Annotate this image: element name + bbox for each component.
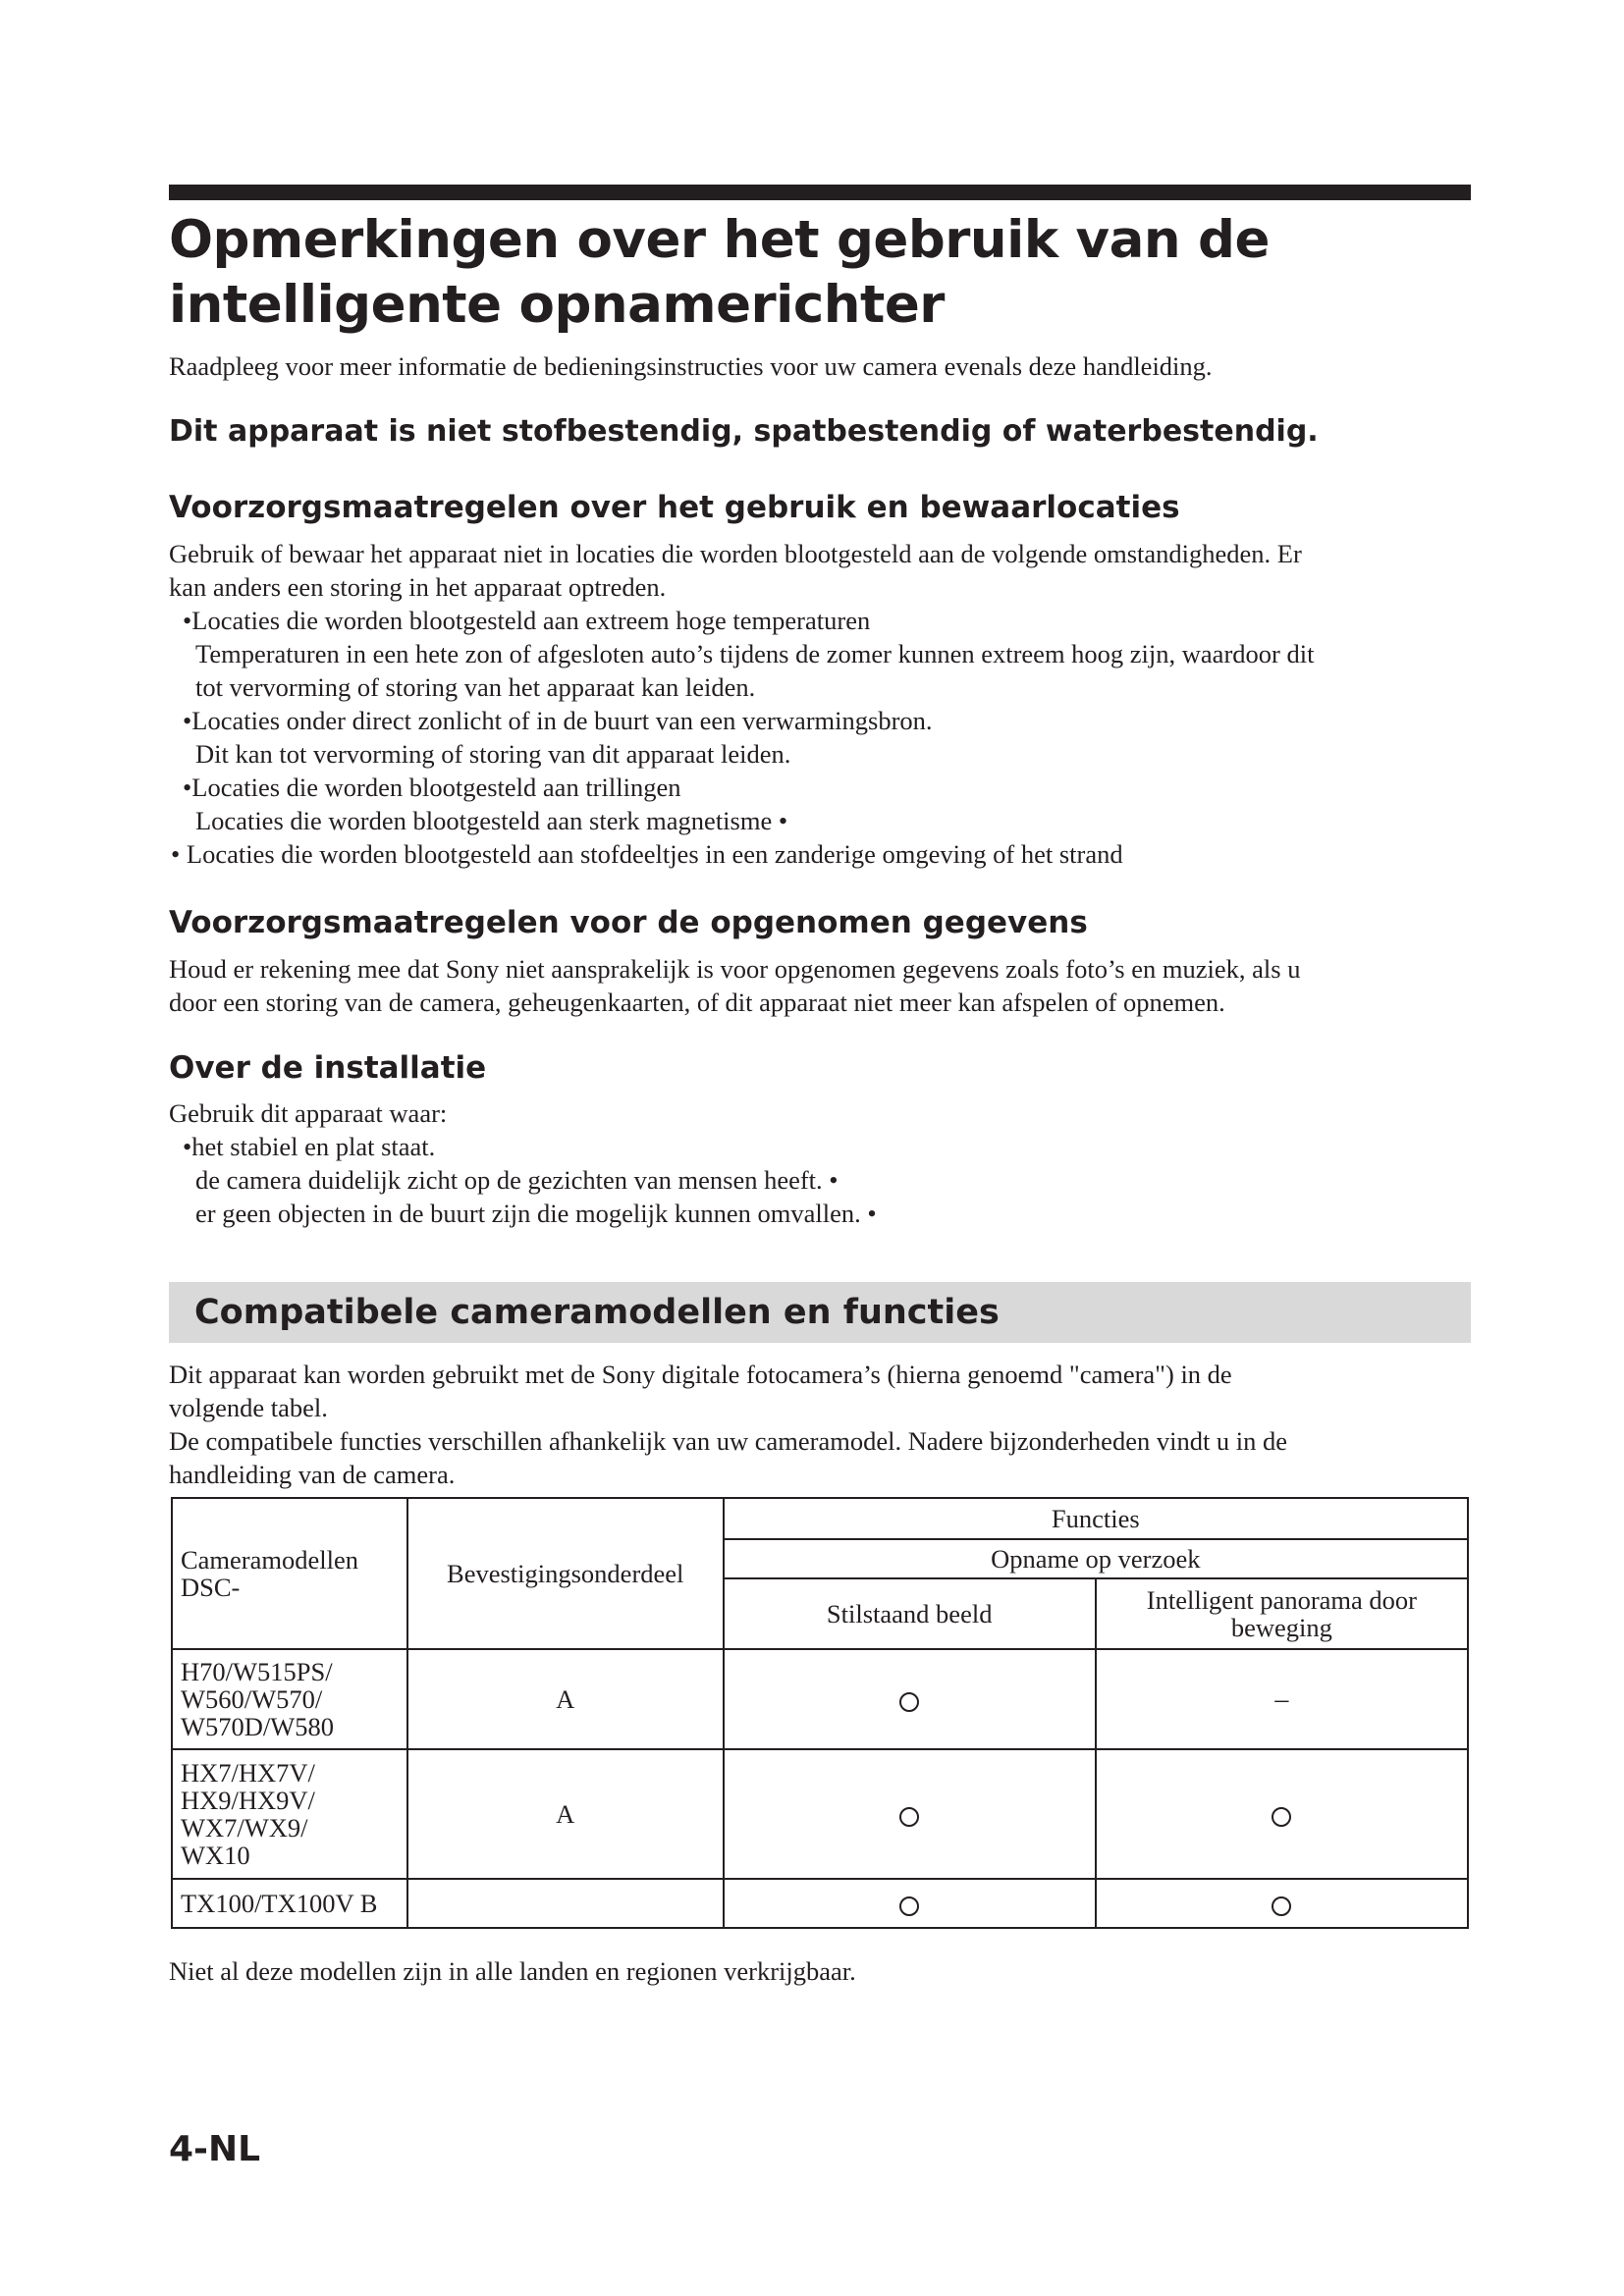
installation-bullet: •het stabiel en plat staat. — [183, 1132, 436, 1161]
panorama-cell — [1096, 1749, 1468, 1879]
table-row — [172, 1879, 1468, 1928]
installation-line: Gebruik dit apparaat waar: — [169, 1098, 448, 1128]
col-header-still: Stilstaand beeld — [724, 1578, 1096, 1649]
data-care-line: door een storing van de camera, geheugenkaarten, of dit apparaat niet meer kan afspelen of opnemen. — [169, 988, 1225, 1017]
table-row — [172, 1649, 1468, 1749]
dust-warning-heading: Dit apparaat is niet stofbestendig, spatbestendig of waterbestendig. — [169, 414, 1319, 449]
col-header-on-request: Opname op verzoek — [724, 1539, 1468, 1578]
data-care-heading: Voorzorgsmaatregelen voor de opgenomen gegevens — [169, 905, 1088, 940]
model-line: WX7/WX9/ — [181, 1813, 308, 1842]
installation-text — [169, 1096, 1480, 1230]
model-line: W560/W570/ — [181, 1684, 323, 1714]
table-row — [172, 1749, 1468, 1879]
supported-circle-icon — [1272, 1807, 1291, 1827]
compat-line: Dit apparaat kan worden gebruikt met de Sony digitale fotocamera’s (hierna genoemd "camera") in de — [169, 1360, 1232, 1389]
model-cell — [172, 1649, 407, 1749]
model-line: WX10 — [181, 1841, 250, 1870]
mount-cell: A — [407, 1649, 724, 1749]
care-text — [169, 537, 1480, 871]
supported-circle-icon — [899, 1807, 919, 1827]
still-cell — [724, 1649, 1096, 1749]
supported-circle-icon — [899, 1692, 919, 1712]
col-header-models — [172, 1498, 407, 1649]
care-bullet: •Locaties onder direct zonlicht of in de buurt van een verwarmingsbron. — [183, 706, 933, 735]
model-cell — [172, 1749, 407, 1879]
compat-line: handleiding van de camera. — [169, 1460, 456, 1489]
care-heading: Voorzorgsmaatregelen over het gebruik en bewaarlocaties — [169, 490, 1180, 525]
mount-cell: A — [407, 1749, 724, 1879]
care-line: Temperaturen in een hete zon of afgesloten auto’s tijdens de zomer kunnen extreem hoog zijn, waardoor dit — [195, 639, 1315, 668]
col-header-models-line: Cameramodellen — [181, 1545, 359, 1575]
supported-circle-icon — [1272, 1896, 1291, 1916]
care-line: Dit kan tot vervorming of storing van dit apparaat leiden. — [195, 739, 791, 769]
compat-line: De compatibele functies verschillen afhankelijk van uw cameramodel. Nadere bijzonderheden vindt u in de — [169, 1426, 1288, 1456]
supported-circle-icon — [899, 1896, 919, 1916]
still-cell — [724, 1879, 1096, 1928]
care-line: tot vervorming of storing van het apparaat kan leiden. — [195, 672, 756, 702]
mount-label: B — [359, 1889, 378, 1918]
col-header-models-line: DSC- — [181, 1573, 241, 1602]
installation-line: er geen objecten in de buurt zijn die mogelijk kunnen omvallen. • — [195, 1199, 877, 1228]
not-supported-dash: – — [1274, 1683, 1289, 1715]
still-cell — [724, 1749, 1096, 1879]
model-line: TX100/TX100V — [181, 1889, 354, 1918]
care-bullet: •Locaties die worden blootgesteld aan trillingen — [183, 773, 681, 802]
care-line: Gebruik of bewaar het apparaat niet in locaties die worden blootgesteld aan de volgende omstandigheden. Er — [169, 539, 1302, 568]
care-line: kan anders een storing in het apparaat optreden. — [169, 572, 667, 602]
availability-note: Niet al deze modellen zijn in alle landen en regionen verkrijgbaar. — [169, 1956, 856, 1986]
installation-heading: Over de installatie — [169, 1050, 487, 1086]
title-line-2: intelligente opnamerichter — [169, 275, 945, 335]
data-care-line: Houd er rekening mee dat Sony niet aansprakelijk is voor opgenomen gegevens zoals foto’s en muziek, als u — [169, 954, 1301, 984]
panorama-cell — [1096, 1879, 1468, 1928]
page-number: 4-NL — [169, 2129, 261, 2169]
care-line: Locaties die worden blootgesteld aan sterk magnetisme • — [195, 806, 788, 835]
intro-text: Raadpleeg voor meer informatie de bedieningsinstructies voor uw camera evenals deze handleiding. — [169, 351, 1213, 381]
compat-line: volgende tabel. — [169, 1393, 328, 1422]
panorama-cell — [1096, 1649, 1468, 1749]
model-line: W570D/W580 — [181, 1712, 335, 1741]
col-header-panorama-line: Intelligent panorama door — [1146, 1585, 1417, 1615]
model-line: HX9/HX9V/ — [181, 1786, 315, 1815]
col-header-panorama-line: beweging — [1230, 1613, 1332, 1642]
col-header-functions: Functies — [724, 1498, 1468, 1539]
page-title — [169, 208, 1475, 338]
care-bullet: •Locaties die worden blootgesteld aan extreem hoge temperaturen — [183, 606, 871, 635]
compatibility-table — [171, 1497, 1469, 1929]
col-header-mount: Bevestigingsonderdeel — [407, 1498, 724, 1649]
compat-text — [169, 1358, 1480, 1491]
compat-section-band — [169, 1282, 1471, 1343]
model-cell — [172, 1879, 407, 1928]
compat-heading: Compatibele cameramodellen en functies — [194, 1293, 1000, 1332]
installation-line: de camera duidelijk zicht op de gezichten van mensen heeft. • — [195, 1165, 839, 1195]
care-bullet: • Locaties die worden blootgesteld aan stofdeeltjes in een zanderige omgeving of het strand — [171, 839, 1123, 869]
top-rule — [169, 185, 1471, 200]
model-line: HX7/HX7V/ — [181, 1758, 315, 1788]
col-header-panorama — [1096, 1578, 1468, 1649]
mount-cell — [407, 1879, 724, 1928]
model-line: H70/W515PS/ — [181, 1657, 333, 1686]
title-line-1: Opmerkingen over het gebruik van de — [169, 210, 1270, 270]
data-care-text — [169, 952, 1480, 1019]
